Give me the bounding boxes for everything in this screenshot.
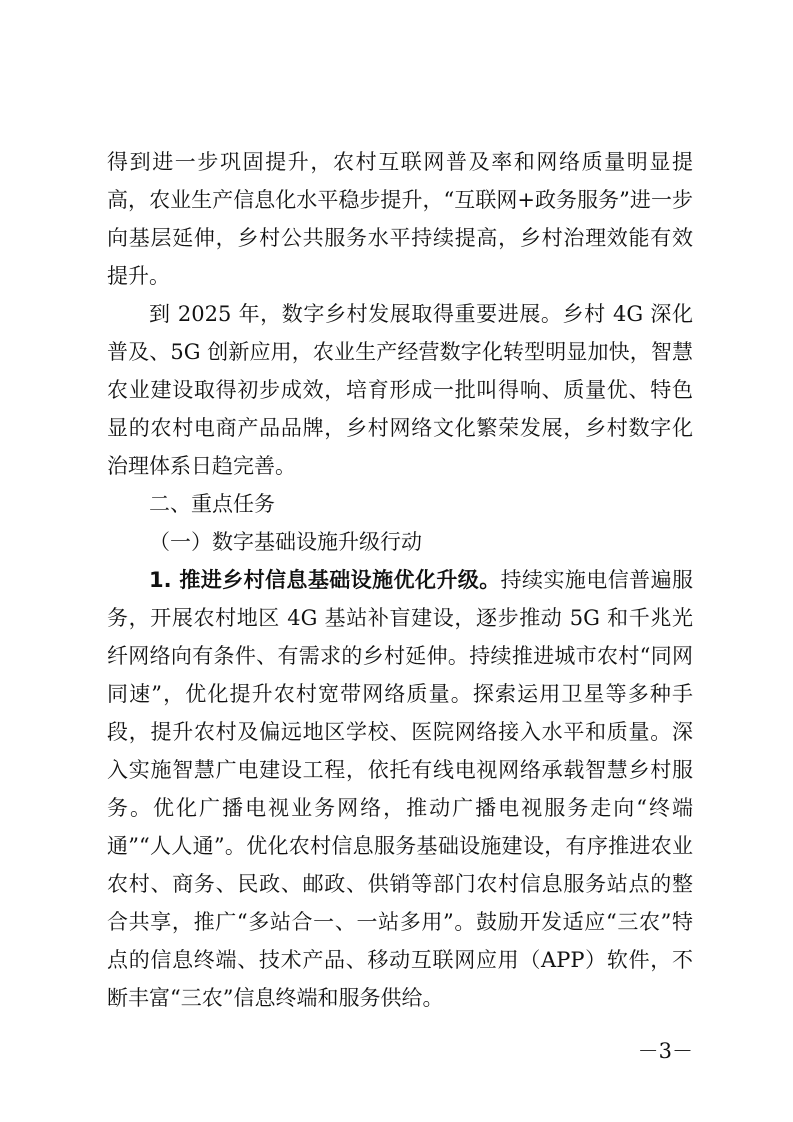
document-body — [107, 143, 693, 1017]
task-item-1-text: 持续实施电信普遍服务，开展农村地区 4G 基站补盲建设，逐步推动 5G 和千兆光纤网络向有条件、有需求的乡村延伸。持续推进城市农村“同网同速”，优化提升农村宽带网络质量。探索运用卫星等多种手段，提升农村及偏远地区学校、医院网络接入水平和质量。深入实施智慧广电建设工程，依托有线电视网络承载智慧乡村服务。优化广播电视业务网络，推动广播电视服务走向“终端通”“人人通”。优化农村信息服务基础设施建设，有序推进农业农村、商务、民政、邮政、供销等部门农村信息服务站点的整合共享，推广“多站合一、一站多用”。鼓励开发适应“三农”特点的信息终端、技术产品、移动互联网应用（APP）软件，不断丰富“三农”信息终端和服务供给。 — [107, 568, 694, 1010]
page-number: －3－ — [637, 1039, 693, 1063]
subsection-heading: （一）数字基础设施升级行动 — [149, 530, 422, 554]
paragraph-2025-goals: 到 2025 年，数字乡村发展取得重要进展。乡村 4G 深化普及、5G 创新应用，农业生产经营数字化转型明显加快，智慧农业建设取得初步成效，培育形成一批叫得响、质量优、特色显的农村电商产品品牌，乡村网络文化繁荣发展，乡村数字化治理体系日趋完善。 — [107, 302, 693, 478]
paragraph-continuation: 得到进一步巩固提升，农村互联网普及率和网络质量明显提高，农业生产信息化水平稳步提升，“互联网+政务服务”进一步向基层延伸，乡村公共服务水平持续提高，乡村治理效能有效提升。 — [107, 150, 693, 288]
task-item-1-lead: 1. 推进乡村信息基础设施优化升级。 — [149, 568, 501, 592]
section-heading: 二、重点任务 — [149, 492, 275, 516]
task-item-1 — [107, 561, 693, 1017]
